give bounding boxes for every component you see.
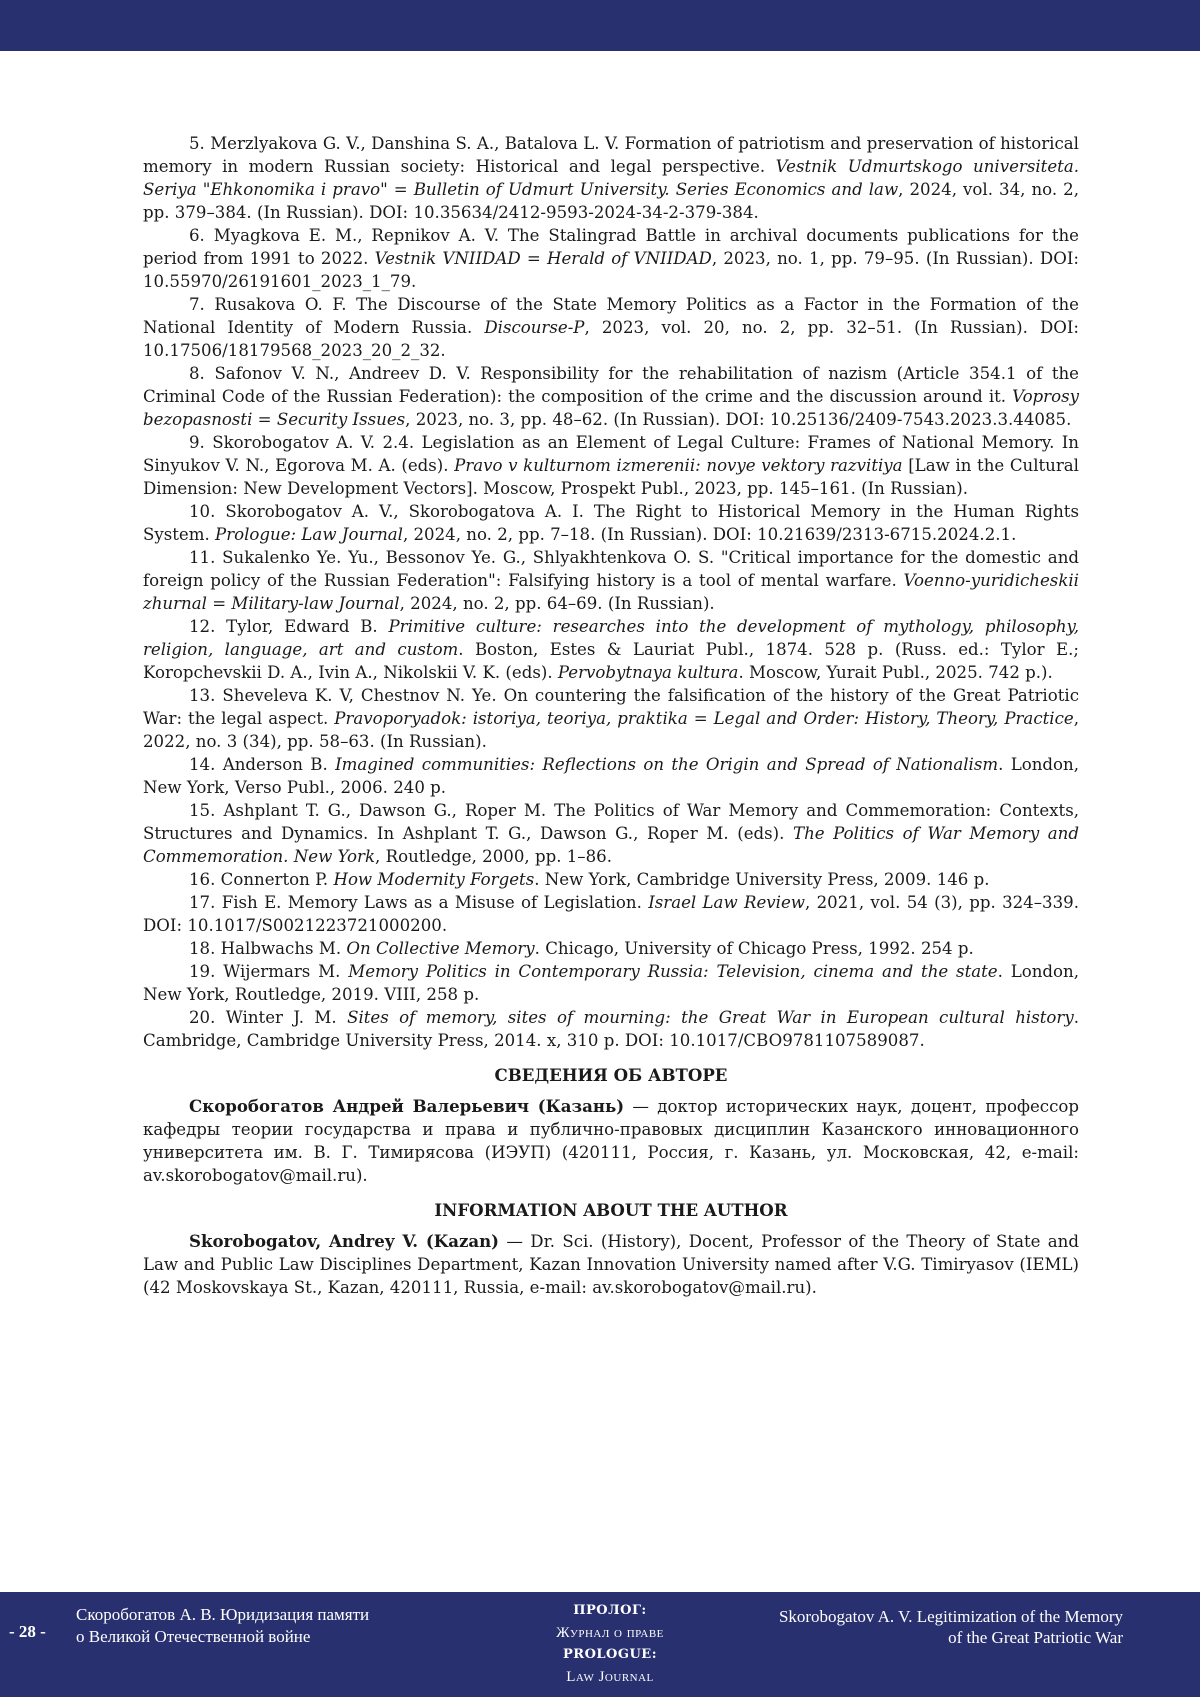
reference-item: 9. Skorobogatov A. V. 2.4. Legislation as an Element of Legal Culture: Frames of National Memory. In Sinyukov V. N., Egorova M. A. (eds). Pravo v kulturnom izmerenii: novye vektory razvitiya [Law in the Cultural Dimension: New Development Vectors]. Moscow, Prospekt Publ., 2023, pp. 145–161. (In Russian). — [143, 433, 1079, 498]
reference-item: 17. Fish E. Memory Laws as a Misuse of Legislation. Israel Law Review, 2021, vol. 54 (3), pp. 324–339. DOI: 10.1017/S0021223721000200. — [143, 893, 1079, 935]
running-title-ru — [76, 1604, 369, 1648]
running-title-ru-line1: Скоробогатов А. В. Юридизация памяти — [76, 1605, 370, 1624]
running-title-en-line2: of the Great Patriotic War — [948, 1628, 1123, 1647]
author-ru-info: Скоробогатов Андрей Валерьевич (Казань) — доктор исторических наук, доцент, профессор кафедры теории государства и права и публично-правовых дисциплин Казанского инновационного университета им. В. Г. Тимирясова (ИЭУП) (420111, Россия, г. Казань, ул. Московская, 42, e-mail: av.skorobogatov@mail.ru). — [143, 1096, 1080, 1185]
reference-item: 7. Rusakova O. F. The Discourse of the State Memory Politics as a Factor in the Formation of the National Identity of Modern Russia. Discourse-P, 2023, vol. 20, no. 2, pp. 32–51. (In Russian). DOI: 10.17506/18179568_2023_20_2_32. — [143, 295, 1080, 360]
running-title-en — [779, 1606, 1123, 1648]
journal-name — [510, 1600, 710, 1688]
journal-name-ru: ПРОЛОГ: — [573, 1603, 647, 1618]
reference-item: 13. Sheveleva K. V, Chestnov N. Ye. On countering the falsification of the history of the Great Patriotic War: the legal aspect. Pravoporyadok: istoriya, teoriya, praktika = Legal and Order: History, Theory, Practice, 2022, no. 3 (34), pp. 58–63. (In Russian). — [143, 686, 1079, 751]
author-en-heading: INFORMATION ABOUT THE AUTHOR — [434, 1200, 788, 1220]
journal-subtitle-ru: Журнал о праве — [556, 1625, 664, 1641]
running-title-ru-line2: о Великой Отечественной войне — [76, 1627, 311, 1646]
reference-item: 16. Connerton P. How Modernity Forgets. New York, Cambridge University Press, 2009. 146 p. — [189, 870, 990, 889]
reference-item: 6. Myagkova E. M., Repnikov A. V. The Stalingrad Battle in archival documents publications for the period from 1991 to 2022. Vestnik VNIIDAD = Herald of VNIIDAD, 2023, no. 1, pp. 79–95. (In Russian). DOI: 10.55970/26191601_2023_1_79. — [143, 226, 1079, 291]
page-number: - 28 - — [9, 1622, 46, 1641]
author-ru-heading: СВЕДЕНИЯ ОБ АВТОРЕ — [494, 1065, 728, 1085]
author-en-info: Skorobogatov, Andrey V. (Kazan) — Dr. Sci. (History), Docent, Professor of the Theory of State and Law and Public Law Disciplines Department, Kazan Innovation University named after V.G. Timiryasov (IEML) (42 Moskovskaya St., Kazan, 420111, Russia, e-mail: av.skorobogatov@mail.ru). — [143, 1231, 1079, 1297]
reference-item: 12. Tylor, Edward B. Primitive culture: researches into the development of mythology, philosophy, religion, language, art and custom. Boston, Estes & Lauriat Publ., 1874. 528 p. (Russ. ed.: Tylor E.; Koropchevskii D. A., Ivin A., Nikolskii V. K. (eds). Pervobytnaya kultura. Moscow, Yurait Publ., 2025. 742 p.). — [143, 617, 1079, 682]
running-title-en-line1: Skorobogatov A. V. Legitimization of the Memory — [778, 1607, 1123, 1626]
reference-list — [143, 132, 1079, 1299]
reference-item: 8. Safonov V. N., Andreev D. V. Responsibility for the rehabilitation of nazism (Article 354.1 of the Criminal Code of the Russian Federation): the composition of the crime and the discussion around it. Voprosy bezopasnosti = Security Issues, 2023, no. 3, pp. 48–62. (In Russian). DOI: 10.25136/2409-7543.2023.3.44085. — [143, 364, 1079, 429]
reference-item: 20. Winter J. M. Sites of memory, sites of mourning: the Great War in European cultural history. Cambridge, Cambridge University Press, 2014. x, 310 p. DOI: 10.1017/CBO9781107589087. — [143, 1008, 1079, 1050]
journal-name-en: PROLOGUE: — [562, 1647, 657, 1662]
reference-item: 5. Merzlyakova G. V., Danshina S. A., Batalova L. V. Formation of patriotism and preservation of historical memory in modern Russian society: Historical and legal perspective. Vestnik Udmurtskogo universiteta. Seriya "Ehkonomika i pravo" = Bulletin of Udmurt University. Series Economics and law, 2024, vol. 34, no. 2, pp. 379–384. (In Russian). DOI: 10.35634/2412-9593-2024-34-2-379-384. — [143, 134, 1080, 222]
journal-subtitle-en: Law Journal — [566, 1669, 654, 1685]
reference-item: 15. Ashplant T. G., Dawson G., Roper M. The Politics of War Memory and Commemoration: Contexts, Structures and Dynamics. In Ashplant T. G., Dawson G., Roper M. (eds). The Politics of War Memory and Commemoration. New York, Routledge, 2000, pp. 1–86. — [143, 801, 1079, 866]
reference-item: 10. Skorobogatov A. V., Skorobogatova A. I. The Right to Historical Memory in the Human Rights System. Prologue: Law Journal, 2024, no. 2, pp. 7–18. (In Russian). DOI: 10.21639/2313-6715.2024.2.1. — [143, 502, 1079, 544]
reference-item: 11. Sukalenko Ye. Yu., Bessonov Ye. G., Shlyakhtenkova O. S. "Critical importance for the domestic and foreign policy of the Russian Federation": Falsifying history is a tool of mental warfare. Voenno-yuridicheskii zhurnal = Military-law Journal, 2024, no. 2, pp. 64–69. (In Russian). — [143, 548, 1080, 613]
reference-item: 14. Anderson B. Imagined communities: Reflections on the Origin and Spread of Nationalism. London, New York, Verso Publ., 2006. 240 p. — [143, 755, 1079, 797]
footer-band — [0, 1592, 1200, 1697]
reference-item: 19. Wijermars M. Memory Politics in Contemporary Russia: Television, cinema and the state. London, New York, Routledge, 2019. VIII, 258 p. — [143, 962, 1080, 1004]
header-band — [0, 0, 1200, 51]
reference-item: 18. Halbwachs M. On Collective Memory. Chicago, University of Chicago Press, 1992. 254 p. — [189, 939, 974, 958]
